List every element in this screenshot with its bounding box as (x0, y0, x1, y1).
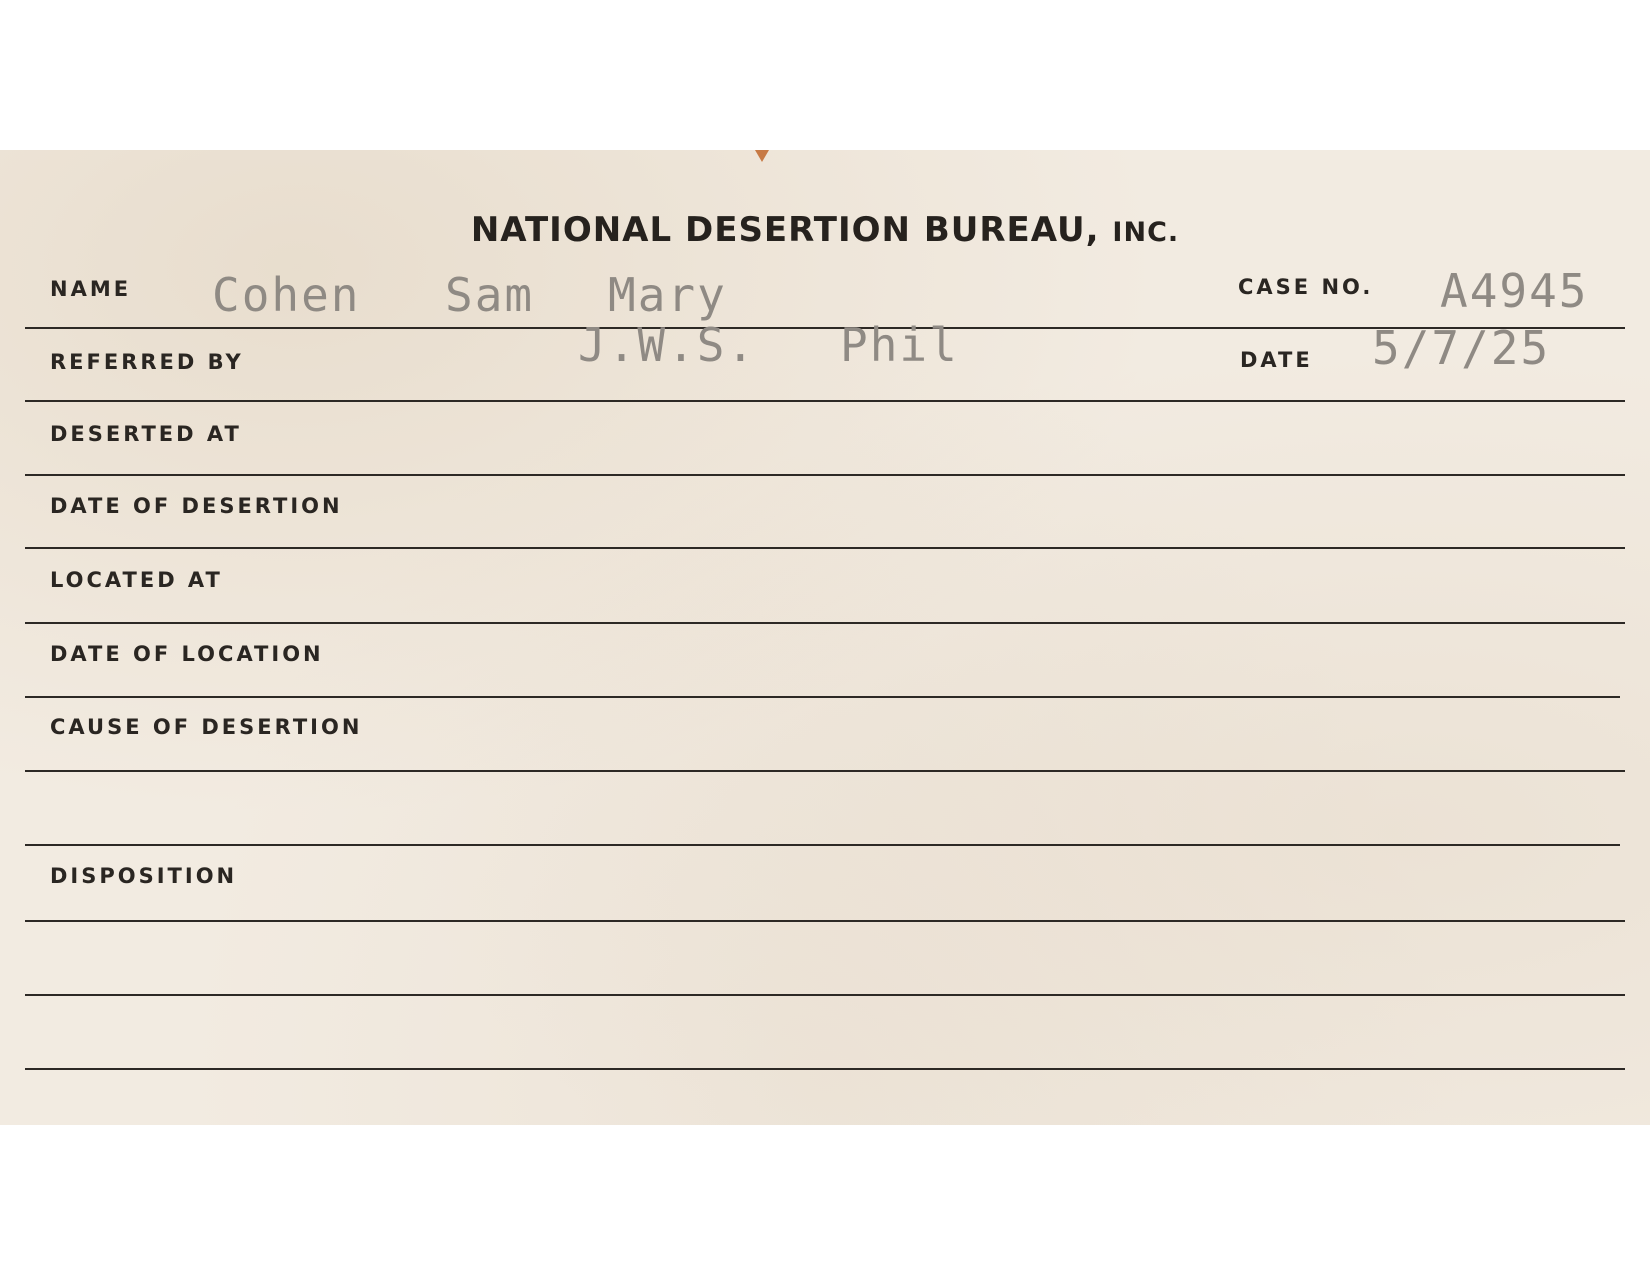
intake-card (0, 150, 1650, 1125)
located-at-label: LOCATED AT (50, 568, 223, 592)
case-no-value: A4945 (1440, 264, 1589, 318)
cause-of-desertion-extra-line (25, 844, 1620, 846)
card-title-main: NATIONAL DESERTION BUREAU, (470, 210, 1100, 250)
referred-city-value: Phil (840, 318, 959, 372)
disposition-label: DISPOSITION (50, 864, 238, 888)
date-value: 5/7/25 (1372, 321, 1551, 375)
name-first-value: Sam (445, 268, 535, 322)
referred-by-line (25, 400, 1625, 402)
disposition-extra-line-2 (25, 1068, 1625, 1070)
date-of-desertion-line (25, 547, 1625, 549)
disposition-extra-line-1 (25, 994, 1625, 996)
referred-by-label: REFERRED BY (50, 350, 244, 374)
located-at-line (25, 622, 1625, 624)
disposition-line (25, 920, 1625, 922)
cause-of-desertion-label: CAUSE OF DESERTION (50, 715, 363, 739)
date-label: DATE (1240, 348, 1313, 372)
name-label: NAME (50, 277, 132, 301)
referred-by-value: J.W.S. (578, 318, 757, 372)
cause-of-desertion-line (25, 770, 1625, 772)
date-of-location-label: DATE OF LOCATION (50, 642, 324, 666)
deserted-at-label: DESERTED AT (50, 422, 242, 446)
name-spouse-value: Mary (608, 268, 727, 322)
date-of-desertion-label: DATE OF DESERTION (50, 494, 343, 518)
paper-stain (755, 150, 769, 162)
date-of-location-line (25, 696, 1620, 698)
case-no-label: CASE NO. (1238, 275, 1374, 299)
name-last-value: Cohen (212, 268, 361, 322)
card-title (0, 210, 1650, 250)
deserted-at-line (25, 474, 1625, 476)
card-title-suffix: INC. (1112, 217, 1180, 248)
